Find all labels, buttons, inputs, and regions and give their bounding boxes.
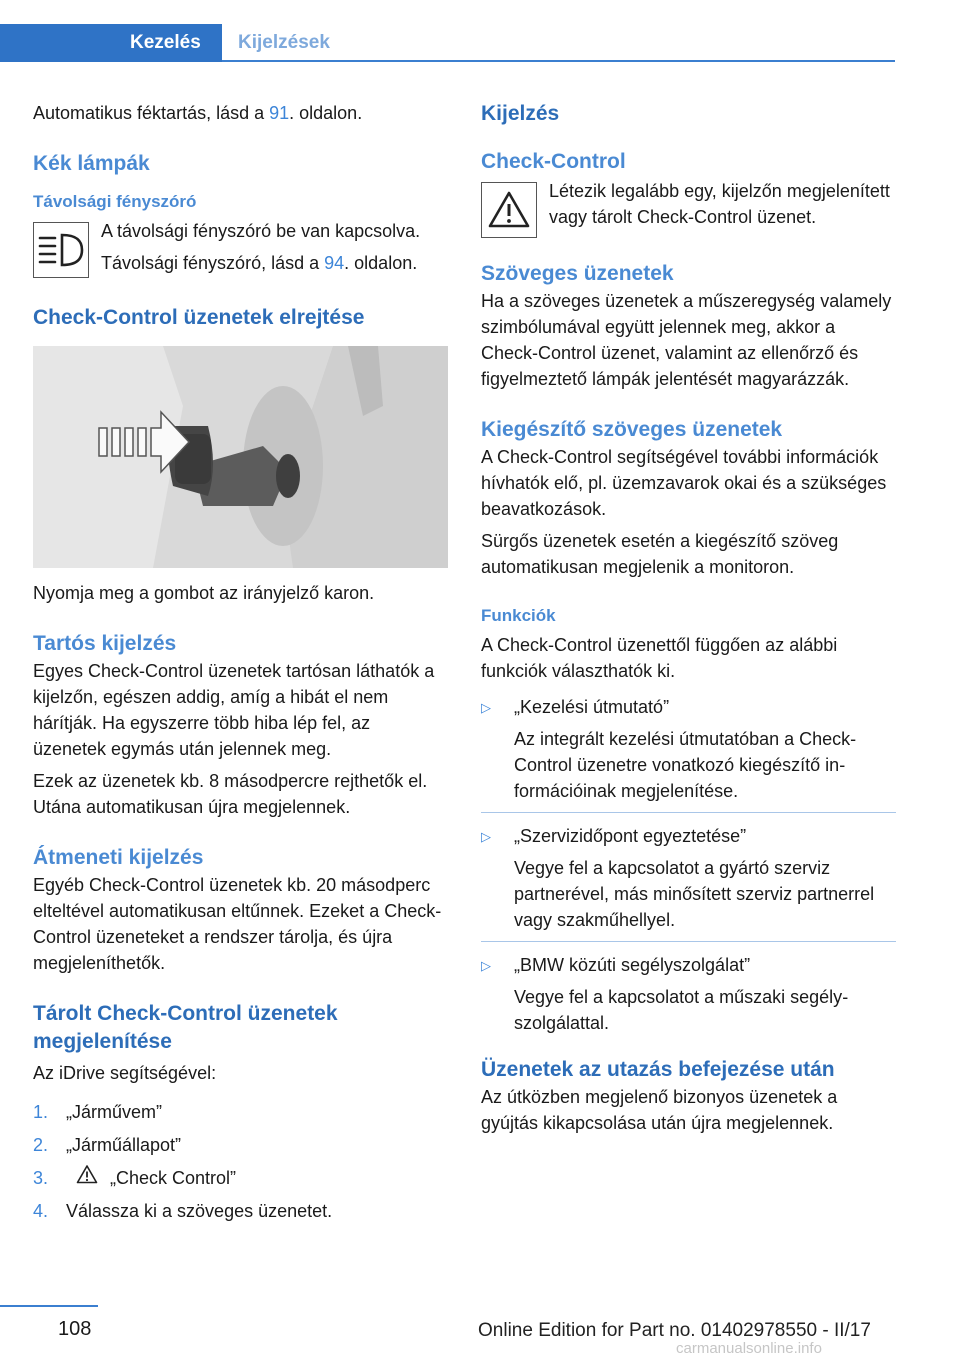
- heading-kiegeszito: Kiegészítő szöveges üzenetek: [481, 418, 783, 441]
- tartos-paragraph-1: Egyes Check-Control üzenetek tartósan láthatók a kijelzőn, egészen addig, amíg a hibát el nem hárítják. Ha egyszerre több hiba lép fel, az üzenetek egymás után jelennek meg.: [33, 661, 435, 759]
- intro-paragraph: Automatikus féktartás, lásd a 91. oldalon.: [33, 103, 363, 123]
- atmeneti-paragraph: Egyéb Check-Control üzenetek kb. 20 másodperc elteltével automatikusan eltűnnek. Ezeket a Check-Control üzeneteket a rendszer tárolja, és újra megjeleníthetők.: [33, 875, 442, 973]
- function-list: [481, 694, 896, 1036]
- heading-tavolsagi: Távolsági fényszóró: [33, 192, 197, 211]
- heading-tarolt: Tárolt Check-Control üzenetek megjelenítése: [33, 1002, 338, 1053]
- page-link-94[interactable]: 94: [324, 253, 345, 273]
- tarolt-paragraph: Az iDrive segítségével:: [33, 1063, 217, 1083]
- page-number: 108: [58, 1318, 92, 1340]
- kiegeszito-paragraph-2: Sürgős üzenetek esetén a kiegészítő szöveg automatikusan megjelenik a monitoron.: [481, 531, 839, 577]
- turn-signal-lever-figure: [33, 346, 448, 568]
- list-item: 3. „Check Control”: [33, 1162, 448, 1195]
- high-beam-ref: Távolsági fényszóró, lásd a 94. oldalon.: [101, 253, 418, 273]
- high-beam-status: A távolsági fényszóró be van kapcsolva.: [101, 221, 421, 241]
- kiegeszito-paragraph-1: A Check-Control segítségével további információk hívhatók elő, pl. üzemzavarok okai és a szükséges beavatkozások.: [481, 447, 887, 519]
- list-item: ▷ „Szervizidőpont egyeztetése” Vegye fel a kapcsolatot a gyártó szerviz partnerével, más minősített szerviz partnerrel vagy szakműhellyel.: [481, 823, 896, 933]
- list-item: 1. „Járművem”: [33, 1102, 163, 1122]
- szoveges-paragraph: Ha a szöveges üzenetek a műszeregység valamely szimbólumával együtt jelennek meg, akkor a Check-Control üzenet, valamint az ellenőrző és figyelmeztető lámpák jelentését magyarázzák.: [481, 291, 892, 389]
- list-item: ▷ „BMW közúti segélyszolgálat” Vegye fel a kapcsolatot a műszaki segélyszolgálattal.: [481, 952, 896, 1036]
- heading-utazas: Üzenetek az utazás befejezése után: [481, 1058, 835, 1081]
- heading-funkciok: Funkciók: [481, 606, 556, 625]
- heading-kijelzes: Kijelzés: [481, 102, 560, 125]
- tab-kezeles[interactable]: Kezelés: [0, 24, 222, 62]
- right-column: [481, 100, 896, 1142]
- triangle-right-icon: ▷: [481, 700, 491, 715]
- list-divider: [481, 941, 896, 942]
- left-column: [33, 100, 448, 1228]
- list-item: 4. Válassza ki a szöveges üzenetet.: [33, 1201, 333, 1221]
- watermark: carmanualsonline.info: [676, 1340, 822, 1357]
- warning-triangle-icon: [481, 182, 537, 238]
- list-divider: [481, 812, 896, 813]
- edition-text: Online Edition for Part no. 01402978550 - II/17: [478, 1320, 871, 1341]
- figure-caption: Nyomja meg a gombot az irányjelző karon.: [33, 583, 375, 603]
- high-beam-icon: [33, 222, 89, 278]
- heading-check-control: Check-Control: [481, 150, 626, 173]
- funkciok-paragraph: A Check-Control üzenettől függően az alábbi funkciók választhatók ki.: [481, 635, 838, 681]
- heading-tartos: Tartós kijelzés: [33, 632, 177, 655]
- idrive-steps: [33, 1096, 448, 1228]
- warning-triangle-icon: [76, 1162, 98, 1195]
- header-tabs: [0, 24, 895, 62]
- utazas-paragraph: Az útközben megjelenő bizonyos üzenetek a gyújtás kikapcsolása után újra megjelennek.: [481, 1087, 838, 1133]
- list-item: ▷ „Kezelési útmutató” Az integrált kezelési útmutatóban a Check-Control üzenetre vonatkozó kiegészítő információinak megjelenítése.: [481, 694, 896, 804]
- heading-kek-lampak: Kék lámpák: [33, 152, 150, 175]
- page-link-91[interactable]: 91: [269, 103, 290, 123]
- check-control-text: Létezik legalább egy, kijelzőn megjelenített vagy tárolt Check-Control üzenet.: [549, 181, 890, 227]
- footer-rule: [0, 1305, 98, 1307]
- high-beam-row: [33, 218, 448, 282]
- heading-atmeneti: Átmeneti kijelzés: [33, 846, 204, 869]
- check-control-row: [481, 178, 896, 238]
- triangle-right-icon: ▷: [481, 829, 491, 844]
- list-item: 2. „Járműállapot”: [33, 1135, 182, 1155]
- heading-szoveges: Szöveges üzenetek: [481, 262, 674, 285]
- triangle-right-icon: ▷: [481, 958, 491, 973]
- tab-kijelzesek[interactable]: Kijelzések: [238, 32, 330, 53]
- tartos-paragraph-2: Ezek az üzenetek kb. 8 másodpercre rejthetők el. Utána automatikusan újra megjelennek.: [33, 771, 428, 817]
- heading-hide-messages: Check-Control üzenetek elrejtése: [33, 306, 365, 329]
